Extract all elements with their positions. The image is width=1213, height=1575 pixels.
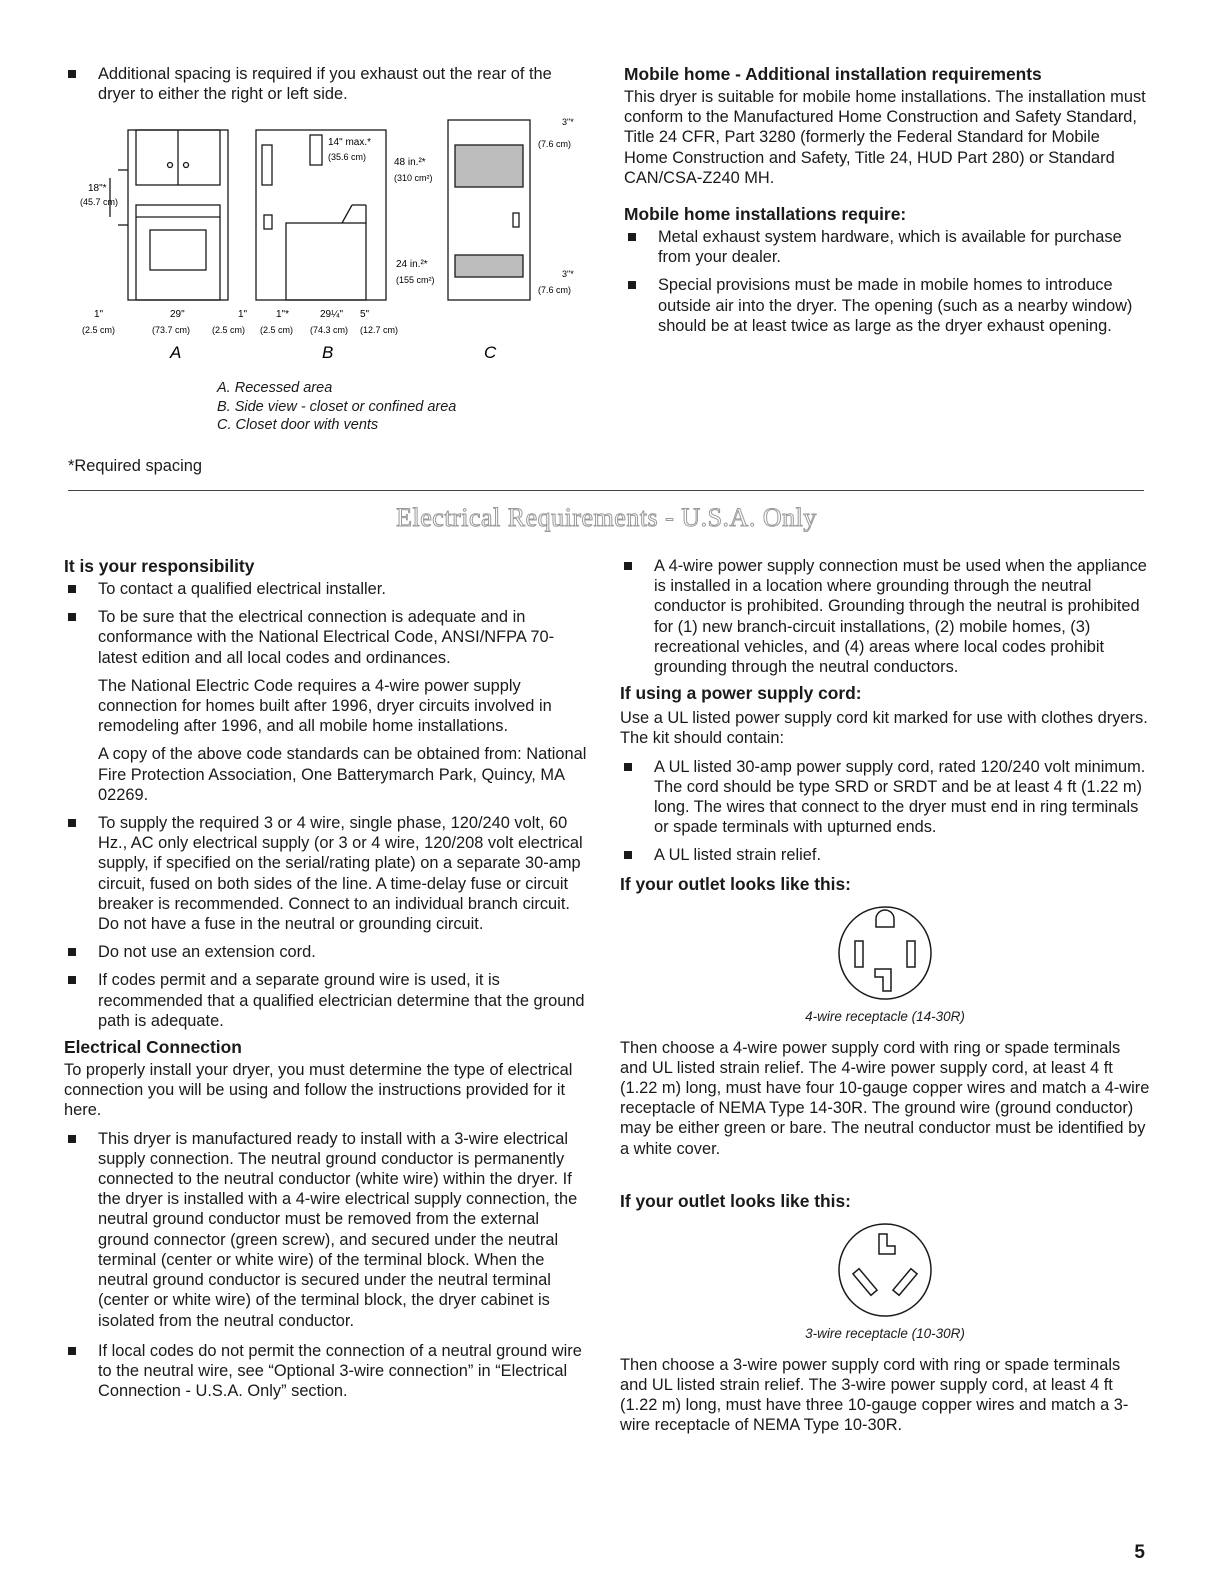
dim-b-depth-cm: (74.3 cm) <box>310 325 349 335</box>
fig-label-a: A <box>170 343 182 362</box>
diagram-a <box>110 130 228 300</box>
dim-c-bottom-cm: (7.6 cm) <box>538 285 572 295</box>
four-wire-receptacle-icon <box>835 903 935 1003</box>
dim-b-bottom-vent: 24 in.²* <box>396 259 428 270</box>
mobile-bullet-1: Metal exhaust system hardware, which is available for purchase from your dealer. <box>624 227 1148 267</box>
outlet2-caption: 3-wire receptacle (10-30R) <box>805 1325 965 1341</box>
resp-bullet-4: Do not use an extension cord. <box>64 942 588 962</box>
mobile-intro: This dryer is suitable for mobile home installations. The installation must conform to the Manufactured Home Construction and Safety Standard, Title 24 CFR, Part 3280 (formerly the Federal Standard for Mobile Home Construction and Safety, Title 24, HUD Part 280) or Standard CAN/CSA-Z240 MH. <box>624 88 1146 187</box>
cord-bullet-1: A UL listed 30-amp power supply cord, rated 120/240 volt minimum. The cord should be type SRD or SRDT and be at least 4 ft (1.22 m) long. The wires that connect to the dryer must end in ring terminals or spade terminals with upturned ends. <box>620 757 1150 838</box>
outlet2-text: Then choose a 3-wire power supply cord with ring or spade terminals and UL listed strain relief. The 3-wire power supply cord, at least 4 ft (1.22 m) long, must have three 10-gauge copper wires and match a 3-wire receptacle of NEMA Type 10-30R. <box>620 1355 1129 1435</box>
dim-c-bottom: 3"* <box>562 269 574 279</box>
dim-a-height: 18"* <box>88 183 107 194</box>
outlet2-heading: If your outlet looks like this: <box>620 1190 851 1211</box>
outlet1-caption: 4-wire receptacle (14-30R) <box>805 1008 965 1024</box>
dim-b-top-max: 14" max.* <box>328 137 372 148</box>
mobile-bullet-2: Special provisions must be made in mobile homes to introduce outside air into the dryer. The opening (such as a nearby window) should be at least twice as large as the dryer exhaust opening. <box>624 275 1148 336</box>
dim-a-height-cm: (45.7 cm) <box>80 197 119 207</box>
dim-a-side-left-cm: (2.5 cm) <box>82 325 116 335</box>
dim-c-top-cm: (7.6 cm) <box>538 139 572 149</box>
diagram-c <box>448 120 530 300</box>
figure-legend <box>217 379 456 435</box>
responsibility-heading: It is your responsibility <box>64 556 255 576</box>
mobile-home-block <box>624 64 1148 336</box>
electrical-bullet-2: If local codes do not permit the connection of a neutral ground wire to the neutral wire, see “Optional 3-wire connection” in “Electrical Connection - U.S.A. Only” section. <box>64 1341 588 1402</box>
resp-bullet-3: To supply the required 3 or 4 wire, single phase, 120/240 volt, 60 Hz., AC only electrical supply (or 3 or 4 wire, 120/208 volt electrical supply, if specified on the serial/rating plate) on a separate 30-amp circuit, fused on both sides of the line. A time-delay fuse or circuit breaker is recommended. Connect to an individual branch circuit. Do not have a fuse in the neutral or grounding circuit. <box>64 813 588 934</box>
electrical-intro: To properly install your dryer, you must determine the type of electrical connection you will be using and follow the instructions provided for it here. <box>64 1061 573 1120</box>
required-spacing-footnote: *Required spacing <box>68 457 202 475</box>
dim-c-top: 3"* <box>562 117 574 127</box>
outlet1-heading: If your outlet looks like this: <box>620 873 851 894</box>
fig-label-c: C <box>484 343 497 362</box>
dim-b-top-max-cm: (35.6 cm) <box>328 152 367 162</box>
outlet1-text: Then choose a 4-wire power supply cord with ring or spade terminals and UL listed strain relief. The 4-wire power supply cord, at least 4 ft (1.22 m) long, must have four 10-gauge copper wires and match a 4-wire receptacle of NEMA Type 14-30R. The ground wire (ground conductor) may be either green or bare. The neutral conductor must be identified by a white cover. <box>620 1038 1150 1158</box>
mobile-require-heading: Mobile home installations require: <box>624 204 907 225</box>
resp-bullet-5: If codes permit and a separate ground wire is used, it is recommended that a qualified electrician determine that the ground path is adequate. <box>64 970 588 1031</box>
diagram-b <box>256 130 386 300</box>
legend-b: B. Side view - closet or confined area <box>217 398 457 415</box>
four-wire-bullet: A 4-wire power supply connection must be used when the appliance is installed in a location where grounding through the neutral conductor is prohibited. Grounding through the neutral is prohibited for (1) new branch-circuit installations, (2) mobile homes, (3) recreational vehicles, and (4) areas where local codes prohibit grounding through the neutral conductors. <box>620 556 1150 677</box>
power-cord-block <box>620 556 1150 1436</box>
dim-b-depth: 29¼" <box>320 309 344 320</box>
dim-b-front-cm: (12.7 cm) <box>360 325 399 335</box>
page-number: 5 <box>1134 1542 1145 1563</box>
cord-intro: Use a UL listed power supply cord kit marked for use with clothes dryers. The kit should contain: <box>620 709 1148 748</box>
rear-exhaust-bullet: Additional spacing is required if you exhaust out the rear of the dryer to either the right or left side. <box>64 64 584 104</box>
mobile-heading: Mobile home - Additional installation requirements <box>624 64 1042 84</box>
dim-b-front: 5" <box>360 309 370 320</box>
spacing-diagram <box>60 105 600 365</box>
resp-bullet-1: To contact a qualified electrical installer. <box>64 579 588 599</box>
outlet2-figure <box>620 1220 1150 1343</box>
dim-b-rear: 1"* <box>276 309 290 320</box>
dim-a-width-cm: (73.7 cm) <box>152 325 191 335</box>
dim-a-width: 29" <box>170 309 185 320</box>
section-title: Electrical Requirements - U.S.A. Only <box>396 503 817 532</box>
outlet1-figure <box>620 903 1150 1026</box>
rear-exhaust-block <box>64 64 584 104</box>
electrical-bullet-1: This dryer is manufactured ready to install with a 3-wire electrical supply connection. The neutral ground conductor is permanently connected to the neutral conductor (white wire) within the dryer. If the dryer is installed with a 4-wire electrical supply connection, the neutral ground conductor must be removed from the external ground connector (green screw), and secured under the neutral terminal (center or white wire) of the terminal block. When the neutral ground conductor is secured under the neutral terminal (center or white wire) of the terminal block, the dryer cabinet is isolated from the neutral conductor. <box>64 1129 588 1331</box>
cord-bullet-2: A UL listed strain relief. <box>620 845 1150 865</box>
dim-b-top-vent-cm: (310 cm²) <box>394 173 433 183</box>
dim-a-side-right: 1" <box>238 309 248 320</box>
dim-b-rear-cm: (2.5 cm) <box>260 325 294 335</box>
cord-heading: If using a power supply cord: <box>620 683 862 704</box>
fig-label-b: B <box>322 343 334 362</box>
dim-a-side-right-cm: (2.5 cm) <box>212 325 246 335</box>
responsibility-block <box>64 556 588 1401</box>
resp-bullet-2-para-2: A copy of the above code standards can be obtained from: National Fire Protection Association, One Batterymarch Park, Quincy, MA 02269. <box>98 745 587 804</box>
three-wire-receptacle-icon <box>835 1220 935 1320</box>
dim-b-bottom-vent-cm: (155 cm²) <box>396 275 435 285</box>
legend-c: C. Closet door with vents <box>217 417 379 434</box>
dim-a-side-left: 1" <box>94 309 104 320</box>
legend-a: A. Recessed area <box>217 380 333 396</box>
electrical-heading: Electrical Connection <box>64 1037 242 1058</box>
resp-bullet-2-para-1: The National Electric Code requires a 4-wire power supply connection for homes built after 1996, dryer circuits involved in remodeling after 1996, and all mobile home installations. <box>98 676 552 736</box>
section-divider <box>68 490 1144 491</box>
resp-bullet-2: To be sure that the electrical connection is adequate and in conformance with the National Electrical Code, ANSI/NFPA 70-latest edition and all local codes and ordinances. <box>64 607 588 668</box>
dim-b-top-vent: 48 in.²* <box>394 157 426 168</box>
